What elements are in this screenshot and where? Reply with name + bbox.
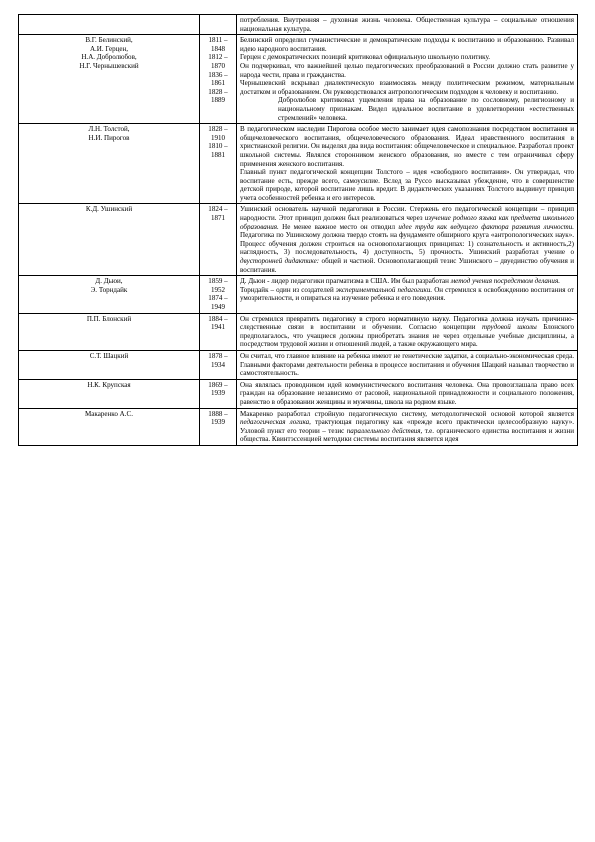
life-years: 1824 – 1871 (208, 205, 228, 223)
life-years: 1878 – 1934 (208, 351, 228, 369)
text-run: Он подчеркивал, что важнейшей целью педагогических преобразований в России должно стать развитие у народа чести, права и гражданства. (240, 61, 574, 79)
life-years: 1811 – 1848 (208, 36, 228, 53)
description-cell (237, 408, 578, 445)
life-years: 1828 – 1889 (208, 87, 228, 105)
educator-name: К.Д. Ушинский (85, 205, 133, 214)
educator-name: Э. Торндайк (90, 285, 128, 294)
description-paragraph (240, 62, 574, 79)
life-years-cell (200, 35, 237, 124)
table-row (19, 15, 578, 35)
text-run: Герцен с демократических позиций критиковал официальную школьную политику. (240, 53, 491, 62)
life-years-cell (200, 379, 237, 408)
educator-name: Д. Дьюи, (95, 277, 123, 286)
description-paragraph (240, 277, 574, 286)
text-run: Не менее важное место он отводил (278, 222, 399, 231)
description-paragraph (240, 79, 574, 96)
educator-name: Н.А. Добролюбов, (81, 53, 137, 62)
text-run: Ушинский основатель научной педагогики в России. Стержень его педагогической концепции – принцип народности. Этот принцип должен был реализоваться через (240, 205, 574, 223)
table-row (19, 124, 578, 204)
life-years: 1884 – 1941 (208, 314, 228, 332)
educator-name: В.Г. Белинский, (85, 36, 133, 45)
description-cell (237, 35, 578, 124)
description-paragraph (240, 286, 574, 303)
description-cell (237, 276, 578, 313)
life-years-cell (200, 124, 237, 204)
life-years: 1874 – 1949 (208, 294, 228, 311)
pedagogy-table (18, 14, 578, 446)
document-page (18, 14, 578, 446)
emphasized-text: идее труда как ведущего фактора развития личности. (398, 222, 574, 231)
educator-names-cell (19, 350, 200, 379)
educator-names-cell (19, 276, 200, 313)
description-cell (237, 313, 578, 350)
life-years-cell (200, 408, 237, 445)
text-run: Он считал, что главное влияние на ребенка имеют не генетические задатки, а социально-экономическая среда. Главными факторами деятельности ребенка в процессе воспитания и обучения Шацкий называл творчество и самостоятельность. (240, 351, 574, 378)
emphasized-text: экспериментальной педагогики. (335, 285, 433, 294)
educator-name: Л.Н. Толстой, (88, 125, 130, 134)
description-paragraph (240, 352, 574, 378)
description-paragraph (240, 410, 574, 444)
table-row (19, 204, 578, 276)
educator-names-cell (19, 313, 200, 350)
emphasized-text: изучение родного языка как предмета школьного образования. (240, 214, 574, 231)
text-run: Она являлась проводником идей коммунистического воспитания человека. Она провозглашала право всех граждан на образование независимо от расовой, национальной принадлежности и социального положения, равенство в образовании женщины и мужчины, школа на родном языке. (240, 380, 574, 406)
life-years: 1888 – 1939 (208, 409, 228, 427)
description-paragraph (240, 16, 574, 33)
description-paragraph (240, 381, 574, 407)
life-years-cell (200, 15, 237, 35)
description-paragraph (240, 96, 574, 122)
pedagogy-table-body (19, 15, 578, 446)
text-run: Он стремился к освобождению воспитания от умозрительности, и опираться на изучение ребенка и его поведения. (240, 285, 575, 303)
text-run: Макаренко разработал стройную педагогическую систему, методологической основой которой является (240, 409, 574, 418)
text-run: Он стремился превратить педагогику в строго нормативную науку. Педагогика должна изучать причинно-следственные связи в воспитании и обучении. Согласно концепции (240, 314, 574, 332)
educator-names-cell (19, 15, 200, 35)
table-row (19, 276, 578, 313)
text-run: Чернышевский вскрывал диалектическую взаимосвязь между политическим режимом, материальным достатком и образованием. Он руководствовался антропологическим подходом к человеку и воспитанию. (240, 79, 574, 96)
table-row (19, 313, 578, 350)
text-run: потребления. Внутренняя – духовная жизнь человека. Общественная культура – социальные отношения национальная культура. (240, 16, 574, 33)
emphasized-text: параллельного действия, (346, 426, 423, 435)
description-paragraph (240, 168, 574, 202)
description-paragraph (240, 36, 574, 53)
educator-name: Н.И. Пирогов (88, 133, 130, 142)
educator-name: Макаренко А.С. (85, 409, 133, 418)
emphasized-text: педагогическая логика, (240, 418, 311, 427)
text-run: общей и частной. Основополагающий тезис Ушинского – двуединство обучения и воспитания. (240, 257, 574, 274)
life-years-cell (200, 276, 237, 313)
educator-name: Н.К. Крупская (87, 380, 131, 389)
educator-names-cell (19, 204, 200, 276)
description-paragraph (240, 315, 574, 349)
description-paragraph (240, 205, 574, 274)
life-years: 1812 – 1870 (208, 53, 228, 70)
text-run: Блонского предполагалось, что учащиеся должны приобретать знания не через отдельные учебные дисциплины, а посредством трудовой жизни и отношений людей, а также окружающего мира. (240, 323, 574, 349)
life-years: 1869 – 1939 (208, 380, 228, 398)
educator-names-cell (19, 124, 200, 204)
emphasized-text: метод учения посредством делания. (450, 277, 560, 286)
table-row (19, 35, 578, 124)
text-run: Д. Дьюи - лидер педагогики прагматизма в США. Им был разработан (240, 277, 451, 286)
life-years-cell (200, 350, 237, 379)
educator-names-cell (19, 379, 200, 408)
table-row (19, 408, 578, 445)
description-cell (237, 350, 578, 379)
table-row (19, 350, 578, 379)
educator-name: Н.Г. Чернышевский (79, 61, 139, 70)
description-cell (237, 124, 578, 204)
text-run: Торндайк – один из создателей (240, 285, 336, 294)
life-years: 1828 – 1910 (208, 125, 228, 142)
educator-name: С.Т. Шацкий (89, 351, 129, 360)
text-run: Главный пункт педагогической концепции Толстого – идея «свободного воспитания». Он утверждал, что воспитание есть, прежде всего, самоусилие. Вслед за Руссо высказывал убеждение, что в совершенстве детской природе, которой воспитание лишь вредит. В дидактических указаниях Толстого выдвинут принцип учета особенностей ребенка и его интересов. (240, 168, 574, 202)
description-cell (237, 15, 578, 35)
description-paragraph (240, 125, 574, 168)
text-run: Белинский определил гуманистические и демократические подходы к воспитанию и образованию. Развивал идею народного воспитания. (240, 36, 574, 53)
educator-name: П.П. Блонский (86, 314, 132, 323)
text-run: т.е. органического единства воспитания и жизни общества. Квинтэссенцией методики системы воспитания является идея (240, 426, 574, 444)
table-row (19, 379, 578, 408)
life-years: 1859 – 1952 (208, 277, 228, 294)
description-paragraph (240, 53, 574, 62)
emphasized-text: трудовой школы (482, 323, 537, 332)
text-run: Педагогика по Ушинскому должна твердо стоять на фундаменте обширного круга «антропологических наук». Процесс обучения должен строиться на основополагающих принципах: 1) сознательность и активность,2) наглядность, 3) последовательность, 4) доступность, 5) прочность. Ушинский разработал учение о (240, 231, 574, 257)
educator-names-cell (19, 35, 200, 124)
description-cell (237, 379, 578, 408)
description-cell (237, 204, 578, 276)
educator-name: А.И. Герцен, (89, 44, 129, 53)
life-years: 1810 – 1881 (208, 142, 228, 159)
text-run: Добролюбов критиковал ущемления права на образование по сословному, религиозному и национальному признакам. Видел идеальное воспитание в удовлетворении «естественных стремлений» человека. (278, 96, 574, 122)
life-years-cell (200, 204, 237, 276)
emphasized-text: двусторонней дидактике: (240, 257, 320, 266)
text-run: трактующая педагогику как «прежде всего практически целесообразную науку». Узловой пункт его теории – тезис (240, 418, 574, 435)
text-run: В педагогическом наследии Пирогова особое место занимает идея самопознания посредством воспитания и общечеловеческого воспитания, общечеловеческого образования. Идеал нравственного воспитания в христианской религии. Он выделял два вида воспитания: общечеловеческое и специальное. Разработал проект школьной системы. Являлся сторонником женского образования, но вместе с тем ограничивал сферу применения женского воспитания. (240, 125, 574, 168)
educator-names-cell (19, 408, 200, 445)
life-years-cell (200, 313, 237, 350)
life-years: 1836 – 1861 (208, 70, 228, 88)
